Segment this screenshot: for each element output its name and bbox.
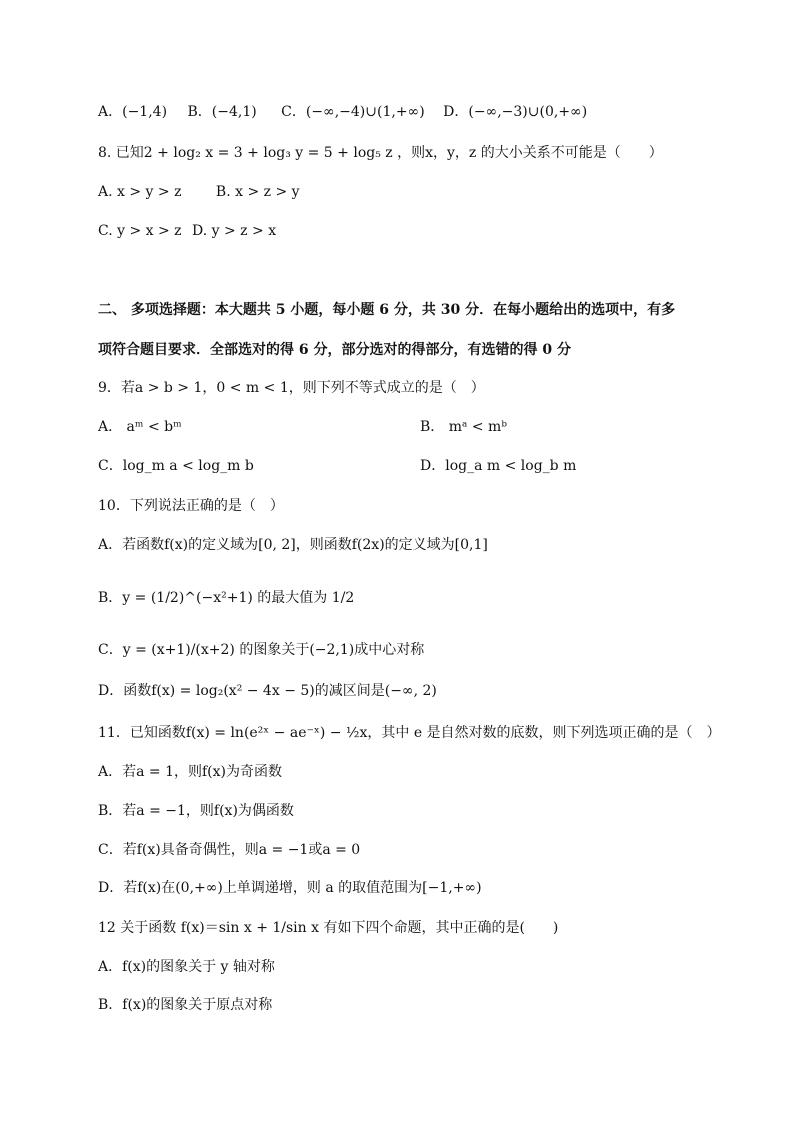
q10-option-d: D．函数f(x) = log₂(x² − 4x − 5)的减区间是(−∞, 2) bbox=[98, 683, 437, 699]
q7-option-a: A．(−1,4) bbox=[98, 104, 168, 120]
q12-option-a: A．f(x)的图象关于 y 轴对称 bbox=[98, 959, 275, 975]
q8-option-d: D. y > z > x bbox=[192, 223, 277, 239]
q10-option-a: A．若函数f(x)的定义域为[0, 2]，则函数f(2x)的定义域为[0,1] bbox=[98, 537, 488, 553]
q8-stem: 8. 已知2 + log₂ x = 3 + log₃ y = 5 + log₅ z ，则x，y，z 的大小关系不可能是（ ） bbox=[98, 145, 663, 161]
q11-option-b: B．若a = −1，则f(x)为偶函数 bbox=[98, 803, 294, 819]
q8-options-row2 bbox=[98, 221, 276, 241]
q7-option-c: C．(−∞,−4)∪(1,+∞) bbox=[281, 104, 425, 120]
q8-option-c: C. y > x > z bbox=[98, 223, 182, 239]
q8-option-b: B. x > z > y bbox=[215, 184, 300, 200]
q10-option-c: C．y = (x+1)/(x+2) 的图象关于(−2,1)成中心对称 bbox=[98, 642, 425, 658]
q11-option-c: C．若f(x)具备奇偶性，则a = −1或a = 0 bbox=[98, 842, 361, 858]
q9-option-a: A． aᵐ < bᵐ bbox=[98, 419, 182, 435]
section2-heading: 二、 多项选择题：本大题共 5 小题，每小题 6 分，共 30 分．在每小题给出的选项中，有多 bbox=[98, 302, 676, 318]
q11-option-d: D．若f(x)在(0,+∞)上单调递增，则 a 的取值范围为[−1,+∞) bbox=[98, 880, 482, 896]
q9-option-d: D．log_a m < log_b m bbox=[420, 458, 577, 474]
q8-option-a: A. x > y > z bbox=[98, 184, 182, 200]
q10-option-b: B．y = (1/2)^(−x²+1) 的最大值为 1/2 bbox=[98, 590, 355, 606]
q7-option-d: D．(−∞,−3)∪(0,+∞) bbox=[443, 104, 588, 120]
q12-stem: 12 关于函数 f(x)＝sin x + 1/sin x 有如下四个命题，其中正确的是( ) bbox=[98, 920, 559, 936]
q12-option-b: B．f(x)的图象关于原点对称 bbox=[98, 997, 273, 1013]
q9-stem: 9．若a > b > 1，0 < m < 1，则下列不等式成立的是（ ） bbox=[98, 380, 485, 396]
section2-heading-cont: 项符合题目要求．全部选对的得 6 分，部分选对的得部分，有选错的得 0 分 bbox=[98, 342, 571, 358]
q9-options-row1 bbox=[98, 417, 507, 437]
q7-option-b: B．(−4,1) bbox=[187, 104, 257, 120]
q11-stem: 11．已知函数f(x) = ln(e²ˣ − ae⁻ˣ) − ½x，其中 e 是自然对数的底数，则下列选项正确的是（ ） bbox=[98, 725, 721, 741]
q7-options-row bbox=[98, 102, 587, 122]
q9-option-c: C．log_m a < log_m b bbox=[98, 458, 254, 474]
q9-option-b: B． mᵃ < mᵇ bbox=[420, 419, 507, 435]
q11-option-a: A．若a = 1，则f(x)为奇函数 bbox=[98, 764, 282, 780]
q8-options-row1 bbox=[98, 182, 300, 202]
q10-stem: 10．下列说法正确的是（ ） bbox=[98, 498, 284, 514]
q9-options-row2 bbox=[98, 456, 577, 476]
